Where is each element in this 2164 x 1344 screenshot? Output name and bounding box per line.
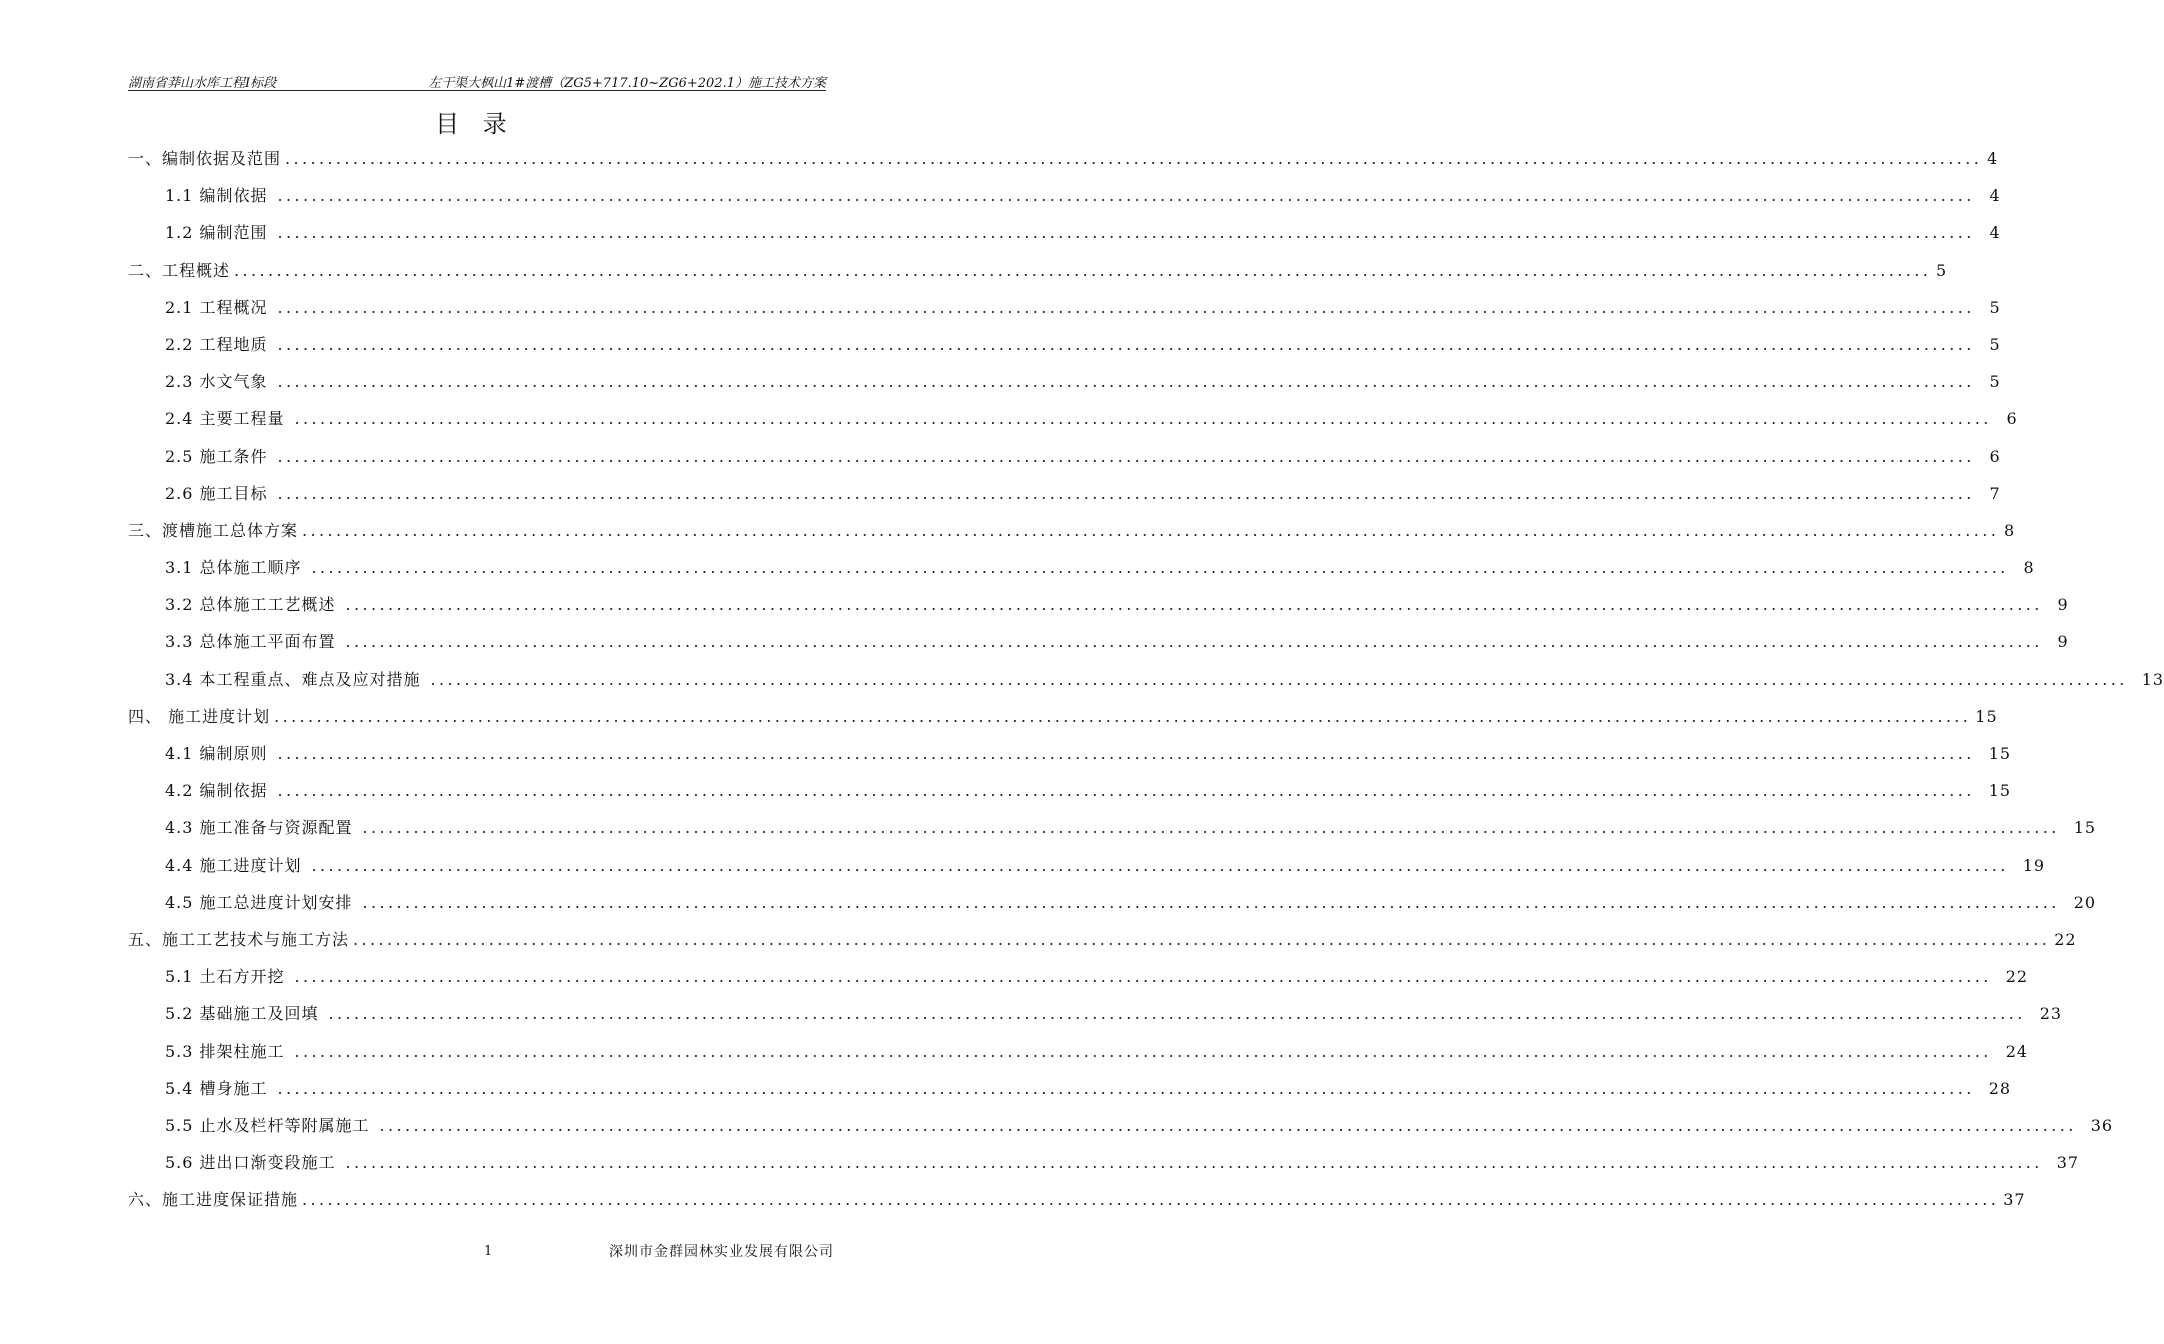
toc-entry-page: 22 [2054,929,2077,949]
toc-leader-dots: ........................................................................................................................................................................................................ [345,1153,2043,1173]
toc-chapter-entry[interactable] [128,698,1998,735]
toc-entry-label: 5.4 槽身施工 [165,1078,268,1098]
toc-entry-label: 1.2 编制范围 [165,223,268,243]
toc-leader-dots: ........................................................................................................................................................................................................ [345,632,2043,652]
toc-entry-label: 3.2 总体施工工艺概述 [165,595,336,615]
toc-leader-dots: ........................................................................................................................................................................................................ [277,186,1975,206]
toc-leader-dots: ........................................................................................................................................................................................................ [285,149,1983,168]
toc-leader-dots: ........................................................................................................................................................................................................ [362,892,2060,912]
toc-leader-dots: ........................................................................................................................................................................................................ [294,409,1992,429]
toc-section-entry[interactable] [128,847,2046,884]
toc-entry-label: 二、工程概述 [128,260,231,280]
toc-leader-dots: ........................................................................................................................................................................................................ [277,781,1975,801]
toc-leader-dots: ........................................................................................................................................................................................................ [328,1004,2026,1024]
toc-leader-dots: ........................................................................................................................................................................................................ [274,706,1972,726]
toc-entry-label: 4.3 施工准备与资源配置 [165,818,353,838]
toc-entry-label: 5.3 排架柱施工 [165,1041,285,1061]
toc-entry-label: 一、编制依据及范围 [128,149,282,168]
toc-entry-page: 7 [1989,483,2001,503]
toc-section-entry[interactable] [128,1107,2114,1144]
toc-section-entry[interactable] [128,661,2164,698]
toc-section-entry[interactable] [128,623,2069,660]
toc-leader-dots: ........................................................................................................................................................................................................ [430,669,2128,689]
toc-section-entry[interactable] [128,1070,2012,1107]
toc-entry-page: 5 [1989,334,2001,354]
toc-entry-label: 2.4 主要工程量 [165,409,285,429]
toc-entry-label: 五、施工工艺技术与施工方法 [128,929,350,949]
toc-leader-dots: ........................................................................................................................................................................................................ [277,1078,1975,1098]
toc-leader-dots: ........................................................................................................................................................................................................ [277,223,1975,243]
toc-entry-label: 三、渡槽施工总体方案 [128,520,299,540]
toc-leader-dots: ........................................................................................................................................................................................................ [234,260,1932,280]
toc-chapter-entry[interactable] [128,1181,2026,1218]
toc-entry-label: 六、施工进度保证措施 [128,1190,299,1210]
toc-leader-dots: ........................................................................................................................................................................................................ [277,334,1975,354]
toc-title: 目 录 [435,110,515,138]
toc-section-entry[interactable] [128,326,2001,363]
toc-entry-label: 5.5 止水及栏杆等附属施工 [165,1115,370,1135]
toc-entry-label: 1.1 编制依据 [165,186,268,206]
toc-entry-page: 4 [1989,223,2001,243]
toc-leader-dots: ........................................................................................................................................................................................................ [345,595,2043,615]
toc-entry-label: 5.1 土石方开挖 [165,967,285,987]
toc-entry-page: 6 [1989,446,2001,466]
toc-entry-label: 四、 施工进度计划 [128,706,271,726]
toc-section-entry[interactable] [128,549,2035,586]
toc-section-entry[interactable] [128,177,2001,214]
toc-entry-page: 6 [2006,409,2018,429]
toc-section-entry[interactable] [128,884,2097,921]
toc-entry-page: 36 [2090,1115,2114,1135]
toc-entry-page: 9 [2057,595,2069,615]
toc-section-entry[interactable] [128,735,2012,772]
toc-leader-dots: ........................................................................................................................................................................................................ [294,1041,1992,1061]
toc-leader-dots: ........................................................................................................................................................................................................ [379,1115,2077,1135]
toc-entry-label: 2.1 工程概况 [165,297,268,317]
toc-leader-dots: ........................................................................................................................................................................................................ [294,967,1992,987]
toc-entry-page: 4 [1987,149,1999,168]
toc-entry-page: 37 [2003,1190,2026,1210]
toc-section-entry[interactable] [128,809,2097,846]
toc-entry-label: 4.1 编制原则 [165,744,268,763]
toc-leader-dots: ........................................................................................................................................................................................................ [311,558,2009,578]
toc-leader-dots: ........................................................................................................................................................................................................ [311,855,2009,875]
toc-leader-dots: ........................................................................................................................................................................................................ [353,929,2051,949]
toc-entry-label: 5.2 基础施工及回填 [165,1004,319,1024]
toc-section-entry[interactable] [128,1144,2080,1181]
toc-entry-page: 15 [1975,706,1998,726]
toc-section-entry[interactable] [128,772,2012,809]
toc-entry-label: 5.6 进出口渐变段施工 [165,1153,336,1173]
toc-entry-page: 5 [1989,297,2001,317]
header-project-name: 湖南省莽山水库工程I标段 [128,76,277,91]
toc-chapter-entry[interactable] [128,921,2077,958]
toc-entry-label: 2.6 施工目标 [165,483,268,503]
toc-entry-label: 4.5 施工总进度计划安排 [165,892,353,912]
toc-entry-label: 2.2 工程地质 [165,334,268,354]
toc-entry-page: 8 [2023,558,2035,578]
toc-section-entry[interactable] [128,400,2018,437]
toc-entry-page: 28 [1988,1078,2012,1098]
header-document-title: 左干渠大枫山1#渡槽（ZG5+717.10~ZG6+202.1）施工技术方案 [428,76,826,91]
toc-section-entry[interactable] [128,363,2001,400]
toc-section-entry[interactable] [128,586,2069,623]
toc-leader-dots: ........................................................................................................................................................................................................ [277,483,1975,503]
toc-entry-label: 2.3 水文气象 [165,372,268,392]
toc-entry-page: 15 [1988,744,2012,763]
toc-entry-label: 4.4 施工进度计划 [165,855,302,875]
toc-entry-page: 15 [2073,818,2097,838]
toc-leader-dots: ........................................................................................................................................................................................................ [277,297,1975,317]
table-of-contents [128,140,2164,1218]
toc-entry-label: 3.3 总体施工平面布置 [165,632,336,652]
toc-entry-page: 22 [2005,967,2029,987]
toc-leader-dots: ........................................................................................................................................................................................................ [302,520,2000,540]
toc-entry-label: 4.2 编制依据 [165,781,268,801]
toc-entry-page: 19 [2022,855,2046,875]
toc-entry-page: 13 [2141,669,2164,689]
toc-entry-page: 5 [1989,372,2001,392]
toc-chapter-entry[interactable] [128,512,2016,549]
toc-leader-dots: ........................................................................................................................................................................................................ [277,744,1975,763]
toc-leader-dots: ........................................................................................................................................................................................................ [302,1190,2000,1210]
toc-section-entry[interactable] [128,995,2063,1032]
page-header [128,70,826,91]
toc-entry-page: 5 [1936,260,1948,280]
toc-entry-page: 4 [1989,186,2001,206]
toc-section-entry[interactable] [128,958,2029,995]
toc-section-entry[interactable] [128,438,2001,475]
toc-leader-dots: ........................................................................................................................................................................................................ [277,372,1975,392]
footer-page-number: 1 [484,1244,493,1259]
toc-leader-dots: ........................................................................................................................................................................................................ [362,818,2060,838]
toc-entry-page: 9 [2057,632,2069,652]
toc-chapter-entry[interactable] [128,140,1999,177]
toc-chapter-entry[interactable] [128,252,1948,289]
footer-company-name: 深圳市金群园林实业发展有限公司 [609,1244,834,1260]
toc-entry-label: 3.4 本工程重点、难点及应对措施 [165,669,421,689]
toc-entry-page: 24 [2005,1041,2029,1061]
toc-entry-page: 8 [2004,520,2016,540]
toc-entry-label: 2.5 施工条件 [165,446,268,466]
toc-entry-page: 37 [2056,1153,2080,1173]
toc-leader-dots: ........................................................................................................................................................................................................ [277,446,1975,466]
toc-section-entry[interactable] [128,1033,2029,1070]
toc-entry-page: 15 [1988,781,2012,801]
toc-entry-page: 20 [2073,892,2097,912]
toc-section-entry[interactable] [128,475,2001,512]
toc-entry-page: 23 [2039,1004,2063,1024]
toc-section-entry[interactable] [128,289,2001,326]
toc-entry-label: 3.1 总体施工顺序 [165,558,302,578]
toc-section-entry[interactable] [128,214,2001,251]
